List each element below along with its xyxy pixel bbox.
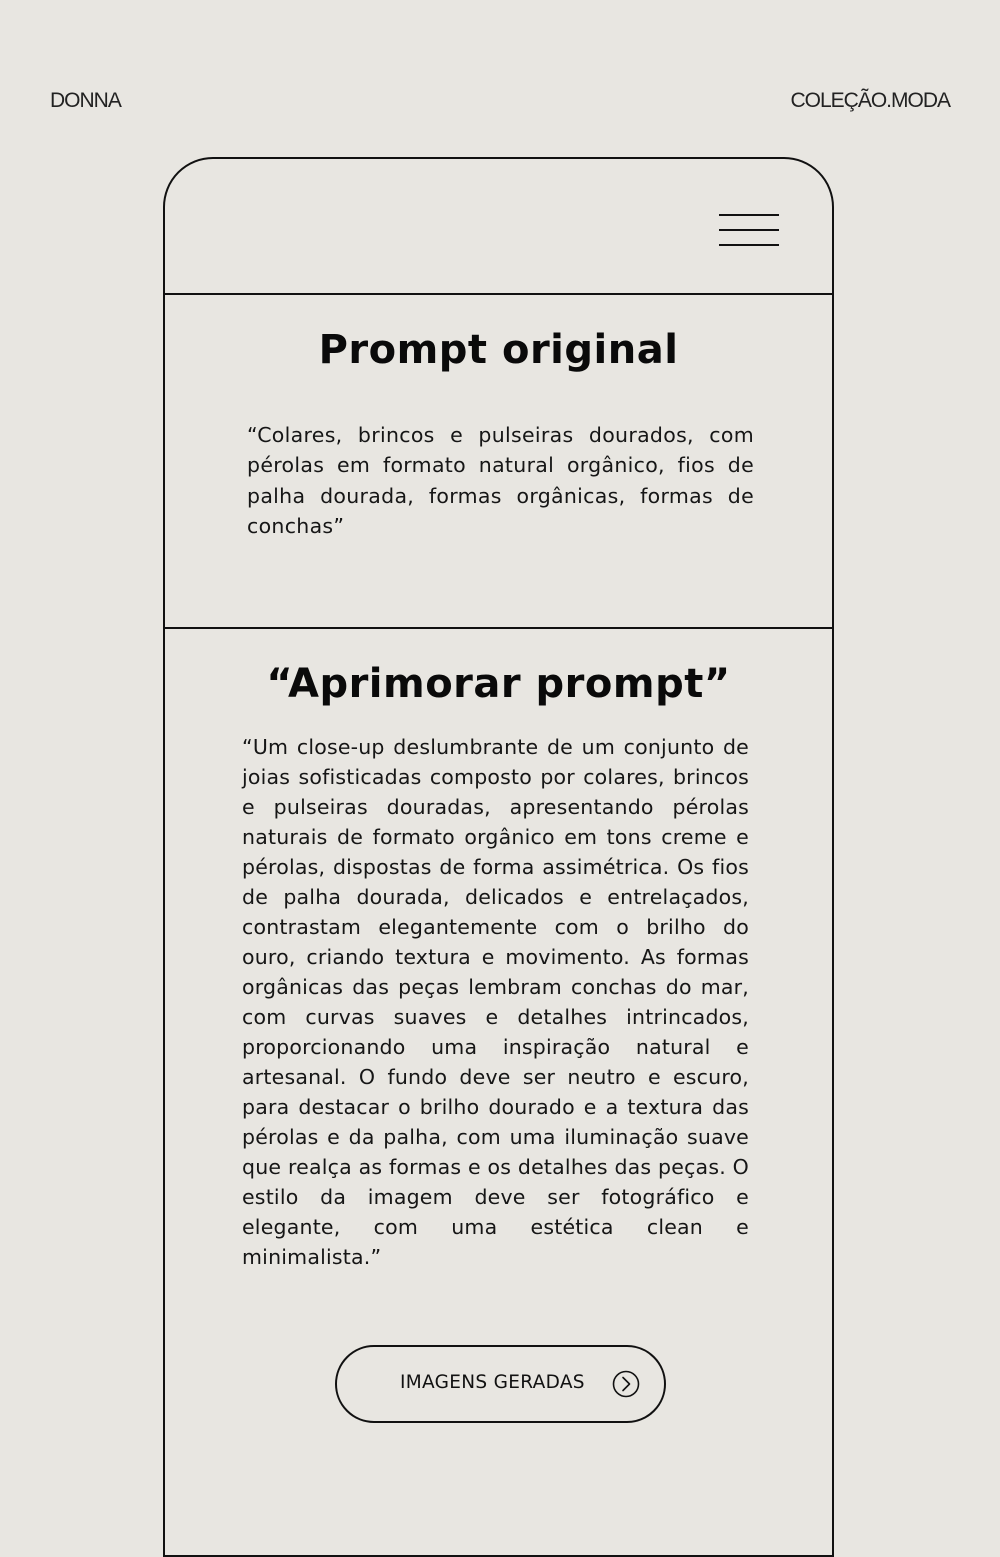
brand-right: COLEÇÃO.MODA — [790, 89, 950, 112]
section-title-original: Prompt original — [318, 327, 679, 373]
improved-prompt-text: “Um close-up deslumbrante de um conjunto de joias sofisticadas composto por colares, brincos e pulseiras douradas, apresentando pérolas naturais de formato orgânico em tons creme e pérolas, dispostas de forma assimétrica. Os fios de palha dourada, delicados e entrelaçados, contrastam elegantemente com o brilho do ouro, criando textura e movimento. As formas orgânicas das peças lembram conchas do mar, com curvas suaves e detalhes intrincados, proporcionando uma inspiração natural e artesanal. O fundo deve ser neutro e escuro, para destacar o brilho dourado e a textura das pérolas e da palha, com uma iluminação suave que realça as formas e os detalhes das peças. O estilo da imagem deve ser fotográfico e elegante, com uma estética clean e minimalista.” — [242, 735, 749, 1269]
brand-left: DONNA — [50, 89, 121, 112]
section-title-improve: “Aprimorar prompt” — [266, 661, 731, 707]
hamburger-menu-icon[interactable] — [719, 214, 779, 250]
phone-frame — [163, 157, 834, 1557]
chevron-right-circle-icon — [612, 1370, 640, 1398]
original-prompt-text: “Colares, brincos e pulseiras dourados, com pérolas em formato natural orgânico, fios de palha dourada, formas orgânicas, formas de conchas” — [247, 423, 754, 539]
generated-images-button[interactable] — [335, 1345, 666, 1423]
generated-images-label: IMAGENS GERADAS — [400, 1372, 585, 1393]
section-divider — [165, 627, 832, 629]
header-divider — [165, 293, 832, 295]
